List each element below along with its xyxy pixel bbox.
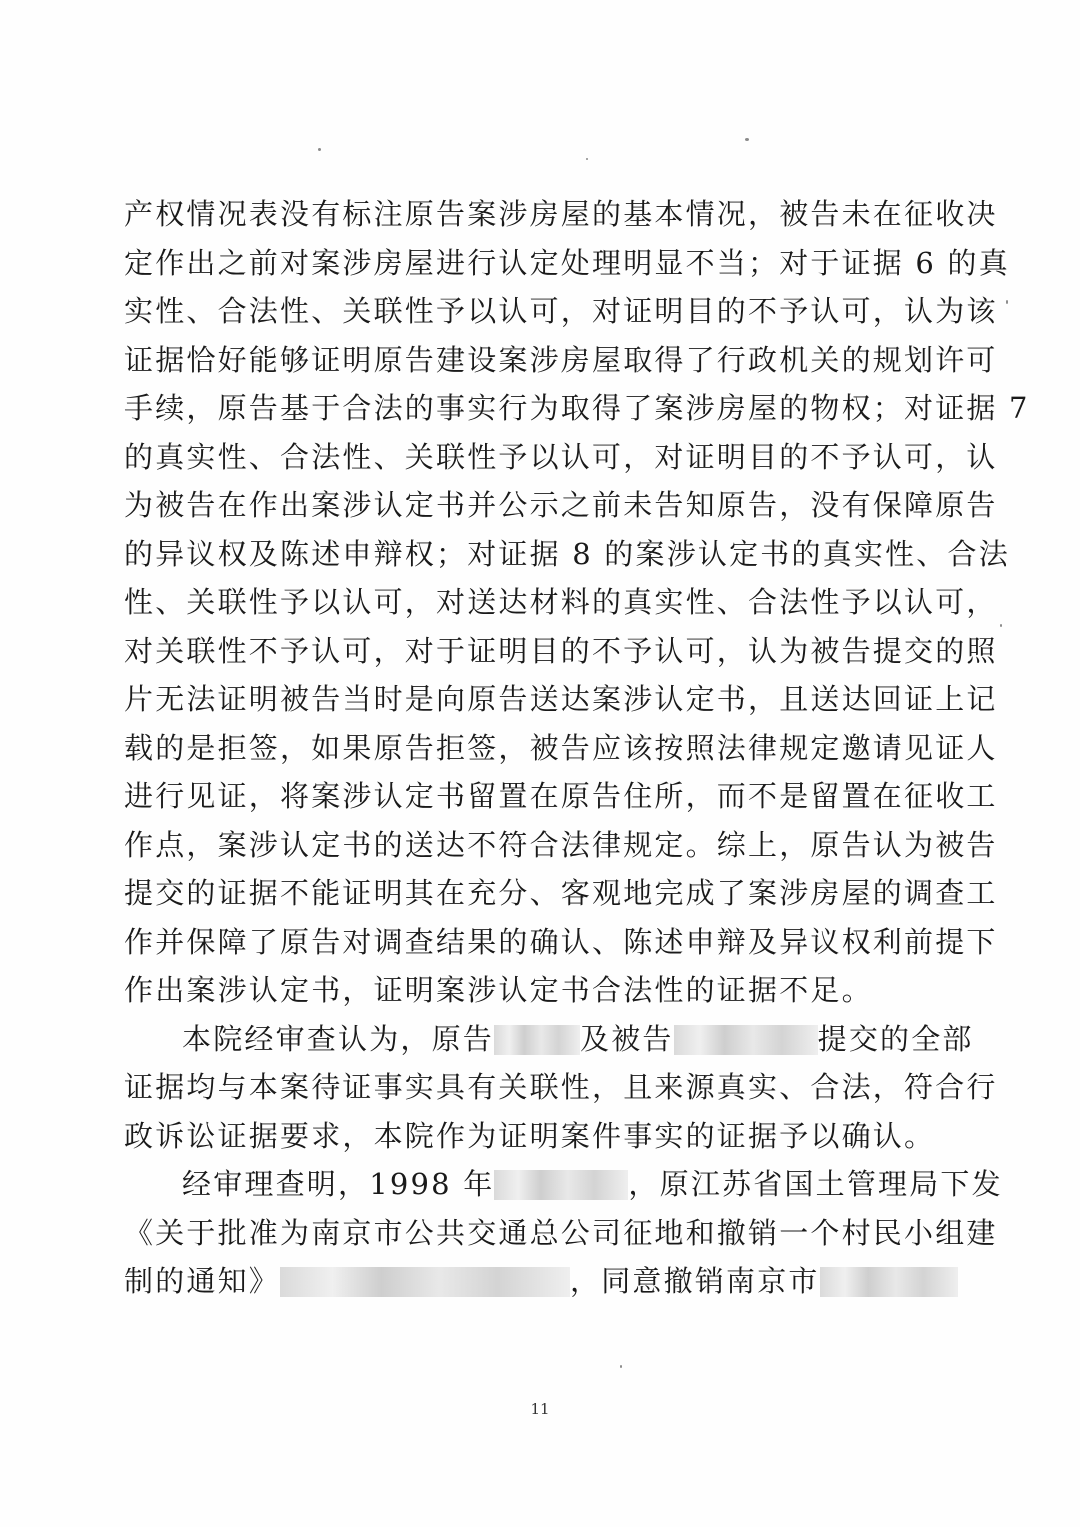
text-line: 政诉讼证据要求，本院作为证明案件事实的证据予以确认。 xyxy=(124,1118,936,1153)
paragraph-line xyxy=(124,1160,1003,1209)
scan-speck xyxy=(586,158,588,160)
text-line: 片无法证明被告当时是向原告送达案涉认定书，且送达回证上记 xyxy=(124,682,998,716)
scan-speck xyxy=(318,148,321,151)
text-line: 产权情况表没有标注原告案涉房屋的基本情况，被告未在征收决 xyxy=(124,197,998,231)
redacted-document-number xyxy=(280,1267,570,1297)
text-line: 手续，原告基于合法的事实行为取得了案涉房屋的物权；对证据 7 xyxy=(124,391,1030,425)
page-number: 11 xyxy=(530,1400,550,1418)
redacted-location xyxy=(820,1267,958,1297)
redacted-defendant-name xyxy=(674,1025,818,1055)
scan-speck xyxy=(1000,624,1002,627)
text-line: 实性、合法性、关联性予以认可，对证明目的不予认可，认为该 xyxy=(124,294,998,328)
text-line: 的真实性、合法性、关联性予以认可，对证明目的不予认可，认 xyxy=(124,439,998,474)
text-line: 作并保障了原告对调查结果的确认、陈述申辩及异议权利前提下 xyxy=(124,924,998,959)
text-line: 载的是拒签，如果原告拒签，被告应该按照法律规定邀请见证人 xyxy=(124,730,998,765)
paragraph-line xyxy=(124,1257,944,1306)
text-fragment: ，原江苏省国土管理局下发 xyxy=(628,1167,1003,1201)
scan-speck xyxy=(1006,300,1008,304)
text-line: 进行见证，将案涉认定书留置在原告住所，而不是留置在征收工 xyxy=(124,779,998,813)
text-fragment: ，同意撤销南京市 xyxy=(570,1264,820,1298)
text-line: 提交的证据不能证明其在充分、客观地完成了案涉房屋的调查工 xyxy=(124,876,998,910)
text-line: 性、关联性予以认可，对送达材料的真实性、合法性予以认可， xyxy=(124,585,998,619)
text-line: 的异议权及陈述申辩权；对证据 8 的案涉认定书的真实性、合法 xyxy=(124,536,1010,571)
text-fragment: 经审理查明，1998 年 xyxy=(182,1167,495,1201)
text-fragment: 制的通知》 xyxy=(124,1264,281,1298)
redacted-date xyxy=(494,1170,628,1200)
text-line: 证据恰好能够证明原告建设案涉房屋取得了行政机关的规划许可 xyxy=(124,342,998,377)
text-line: 《关于批准为南京市公共交通总公司征地和撤销一个村民小组建 xyxy=(124,1215,998,1250)
text-fragment: 本院经审查认为，原告 xyxy=(182,1021,495,1056)
text-line: 定作出之前对案涉房屋进行认定处理明显不当；对于证据 6 的真 xyxy=(124,245,1010,280)
body-text xyxy=(124,190,1030,1306)
text-line: 证据均与本案待证事实具有关联性，且来源真实、合法，符合行 xyxy=(124,1070,998,1104)
paragraph-line xyxy=(124,1015,974,1064)
text-line: 作出案涉认定书，证明案涉认定书合法性的证据不足。 xyxy=(124,973,873,1007)
text-fragment: 提交的全部 xyxy=(817,1021,974,1056)
text-line: 为被告在作出案涉认定书并公示之前未告知原告，没有保障原告 xyxy=(124,488,998,522)
text-line: 对关联性不予认可，对于证明目的不予认可，认为被告提交的照 xyxy=(124,633,998,668)
redacted-plaintiff-name xyxy=(494,1025,580,1055)
text-line: 作点，案涉认定书的送达不符合法律规定。综上，原告认为被告 xyxy=(124,827,998,862)
scan-speck xyxy=(620,1365,622,1368)
text-fragment: 及被告 xyxy=(580,1021,674,1056)
scan-speck xyxy=(745,138,749,141)
